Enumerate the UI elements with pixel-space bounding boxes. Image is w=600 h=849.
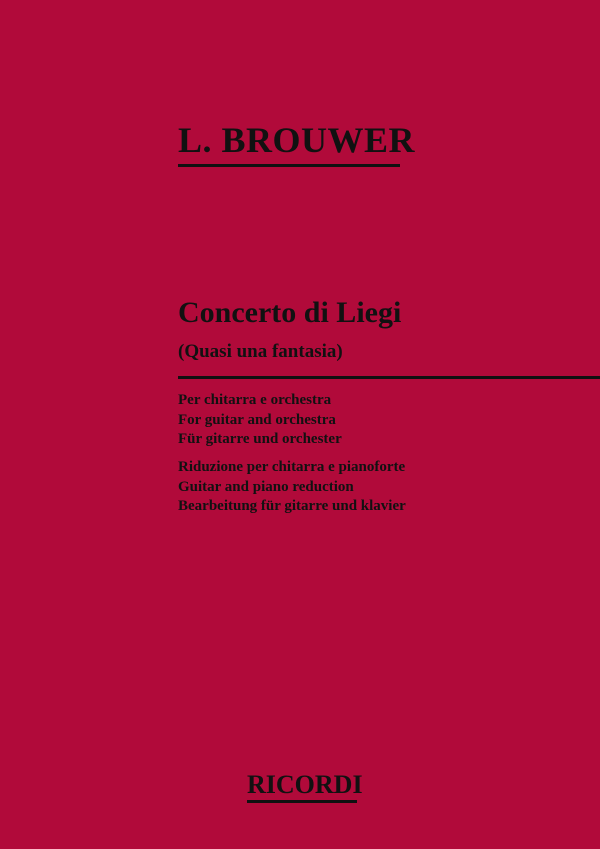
reduction-lines	[178, 458, 406, 517]
composer-rule	[178, 164, 400, 167]
reduction-italian: Riduzione per chitarra e pianoforte	[178, 459, 406, 475]
scoring-german: Für gitarre und orchester	[178, 431, 342, 447]
scoring-lines	[178, 391, 342, 450]
work-subtitle: (Quasi una fantasia)	[178, 341, 343, 362]
composer-name: L. BROUWER	[178, 120, 416, 160]
publisher-name: RICORDI	[247, 770, 363, 799]
work-title: Concerto di Liegi	[178, 296, 402, 329]
reduction-english: Guitar and piano reduction	[178, 478, 354, 495]
reduction-german: Bearbeitung für gitarre und klavier	[178, 498, 406, 514]
title-rule	[178, 376, 600, 379]
scoring-italian: Per chitarra e orchestra	[178, 392, 332, 408]
scoring-english: For guitar and orchestra	[178, 411, 336, 428]
publisher-rule	[247, 800, 357, 803]
